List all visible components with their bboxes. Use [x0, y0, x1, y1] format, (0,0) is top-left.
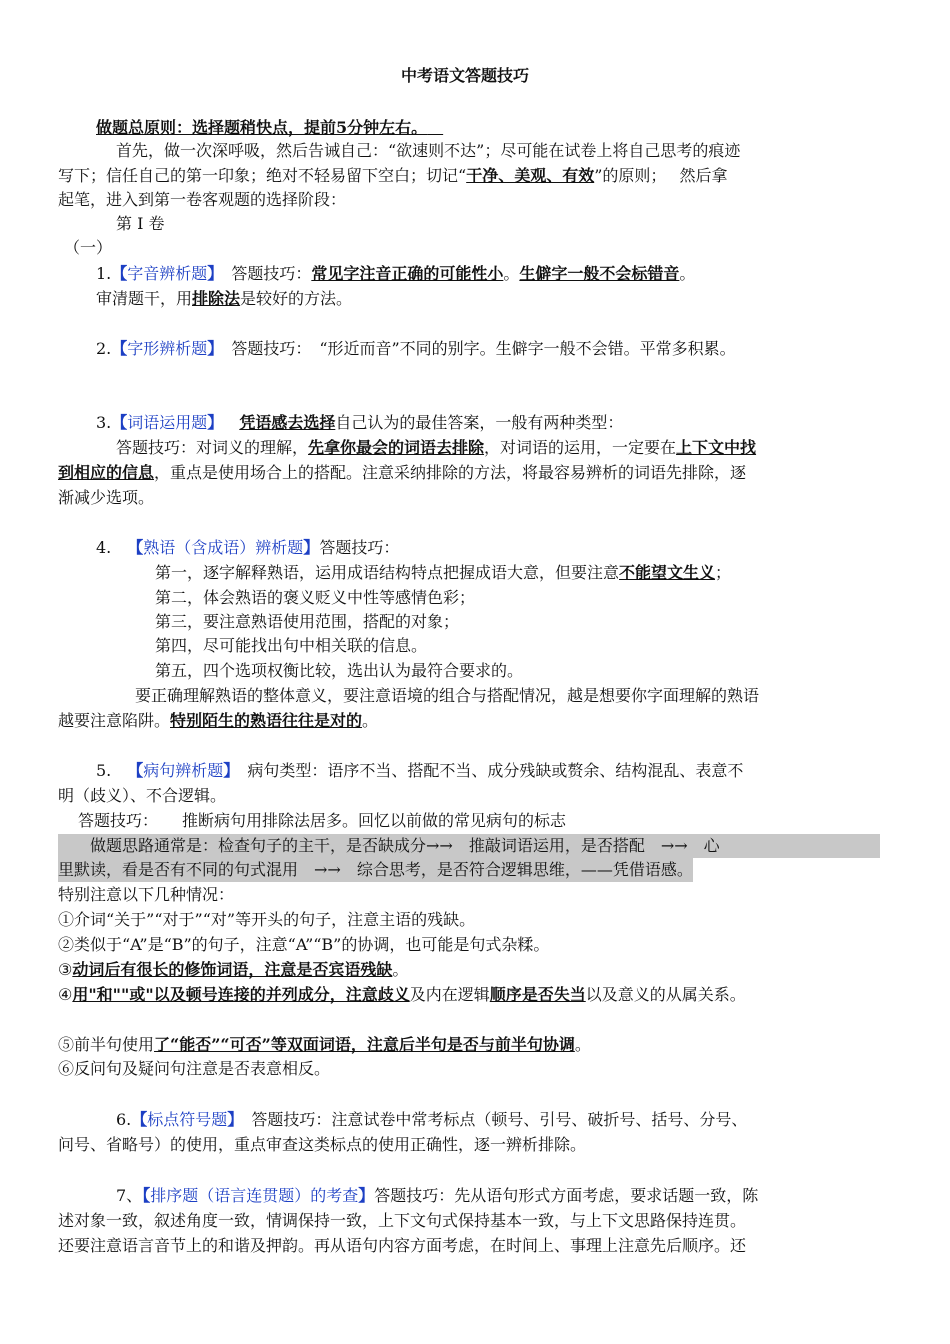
intro-line-2: 写下；信任自己的第一印象；绝对不轻易留下空白；切记“干净、美观、有效”的原则； 然后拿	[58, 166, 728, 185]
section-5-heading: 5. 【病句辨析题】 病句类型：语序不当、搭配不当、成分残缺或赘余、结构混乱、表意不	[96, 761, 744, 780]
section-4-summary-2: 越要注意陷阱。特别陌生的熟语往往是对的。	[58, 711, 379, 730]
section-2-heading: 2.【字形辨析题】 答题技巧： “形近而音”不同的别字。生僻字一般不会错。平常多积累。	[96, 339, 736, 358]
section-5-case-6: ⑥反问句及疑问句注意是否表意相反。	[58, 1059, 331, 1078]
section-4-point-3: 第三，要注意熟语使用范围，搭配的对象；	[155, 612, 460, 631]
section-4-point-5: 第五，四个选项权衡比较，选出认为最符合要求的。	[155, 661, 524, 680]
section-7-heading: 7、【排序题（语言连贯题）的考查】答题技巧：先从语句形式方面考虑，要求话题一致，陈	[116, 1186, 759, 1205]
section-4-point-2: 第二，体会熟语的褒义贬义中性等感情色彩；	[155, 588, 476, 607]
section-7-line-3: 还要注意语言音节上的和谐及押韵。再从语句内容方面考虑，在时间上、事理上注意先后顺序。还	[58, 1236, 747, 1255]
section-4-point-4: 第四，尽可能找出句中相关联的信息。	[155, 636, 428, 655]
section-5-case-5: ⑤前半句使用了“能否”“可否”等双面词语，注意后半句是否与前半句协调。	[58, 1035, 591, 1054]
section-5-case-4: ④用"和""或"以及顿号连接的并列成分，注意歧义及内在逻辑顺序是否失当以及意义的从属关系。	[58, 985, 746, 1004]
section-5-case-2: ②类似于“A”是“B”的句子，注意“A”“B”的协调，也可能是句式杂糅。	[58, 935, 550, 954]
intro-line-3: 起笔，进入到第一卷客观题的选择阶段：	[58, 190, 347, 209]
section-3-line-3: 到相应的信息，重点是使用场合上的搭配。注意采纳排除的方法，将最容易辨析的词语先排除，逐	[58, 463, 747, 482]
section-4-point-1: 第一，逐字解释熟语，运用成语结构特点把握成语大意，但要注意不能望文生义；	[155, 563, 732, 582]
document-title: 中考语文答题技巧	[401, 66, 530, 85]
section-4-summary-1: 要正确理解熟语的整体意义，要注意语境的组合与搭配情况，越是想要你字面理解的熟语	[135, 686, 760, 705]
section-5-note: 特别注意以下几种情况：	[58, 885, 235, 904]
section-6-line-2: 问号、省略号）的使用，重点审查这类标点的使用正确性，逐一辨析排除。	[58, 1135, 587, 1154]
section-6-heading: 6.【标点符号题】 答题技巧：注意试卷中常考标点（顿号、引号、破折号、括号、分号、	[116, 1110, 748, 1129]
section-1-line-2: 审清题干，用排除法是较好的方法。	[96, 289, 353, 308]
intro-line-1: 首先，做一次深呼吸，然后告诫自己：“欲速则不达”；尽可能在试卷上将自己思考的痕迹	[116, 141, 741, 160]
section-5-case-3: ③动词后有很长的修饰词语，注意是否宾语残缺。	[58, 960, 409, 979]
section-3-line-4: 渐减少选项。	[58, 488, 155, 507]
volume-heading: 第 I 卷	[116, 214, 165, 233]
general-principle: 做题总原则：选择题稍快点，提前5分钟左右。	[96, 118, 428, 137]
section-5-highlight-2: 里默读，看是否有不同的句式混用 →→ 综合思考，是否符合逻辑思维，——凭借语感。	[58, 858, 693, 882]
section-5-tips: 答题技巧： 推断病句用排除法居多。回忆以前做的常见病句的标志	[78, 811, 567, 830]
section-5-line-2: 明（歧义）、不合逻辑。	[58, 786, 227, 805]
section-3-line-2: 答题技巧：对词义的理解，先拿你最会的词语去排除，对词语的运用，一定要在上下文中找	[116, 438, 757, 457]
section-4-heading: 4. 【熟语（含成语）辨析题】答题技巧：	[96, 538, 400, 557]
section-3-heading: 3.【词语运用题】 凭语感去选择自己认为的最佳答案，一般有两种类型：	[96, 413, 624, 432]
part-heading: （一）	[64, 238, 113, 257]
section-5-highlight-1: 做题思路通常是：检查句子的主干，是否缺成分→→ 推敲词语运用，是否搭配 →→ 心	[58, 834, 880, 858]
section-5-case-1: ①介词“关于”“对于”“对”等开头的句子，注意主语的残缺。	[58, 910, 476, 929]
section-1-heading: 1.【字音辨析题】 答题技巧：常见字注音正确的可能性小。生僻字一般不会标错音。	[96, 264, 696, 283]
section-7-line-2: 述对象一致，叙述角度一致，情调保持一致，上下文句式保持基本一致，与上下文思路保持连贯。	[58, 1211, 747, 1230]
